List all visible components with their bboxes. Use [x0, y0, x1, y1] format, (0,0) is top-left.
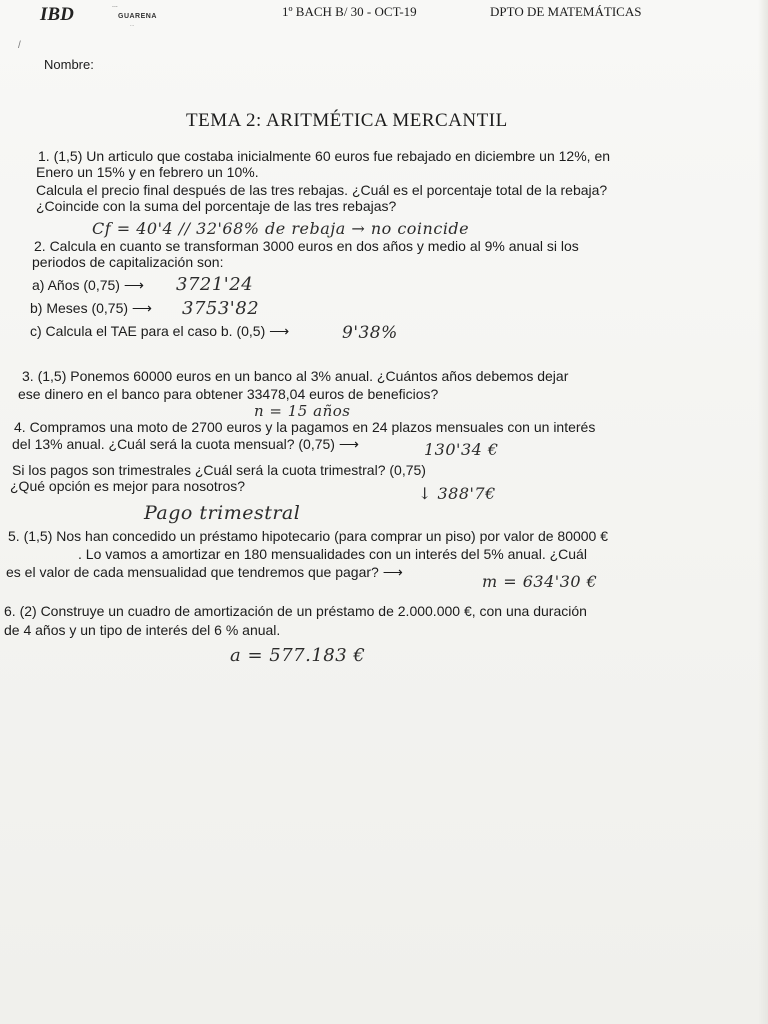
q2-line2: periodos de capitalización son:	[32, 254, 224, 270]
q2-c-answer: 9'38%	[342, 323, 398, 343]
q6-line2: de 4 años y un tipo de interés del 6 % anual.	[4, 622, 281, 638]
q1-handwritten-answer: Cf = 40'4 // 32'68% de rebaja → no coincide	[92, 219, 470, 238]
q2-c-label: c) Calcula el TAE para el caso b. (0,5) ⟶	[30, 323, 290, 339]
q3-line1: 3. (1,5) Ponemos 60000 euros en un banco al 3% anual. ¿Cuántos años debemos dejar	[22, 368, 569, 384]
q2-line1: 2. Calcula en cuanto se transforman 3000 euros en dos años y medio al 9% anual si los	[34, 238, 579, 254]
department-label: DPTO DE MATEMÁTICAS	[490, 4, 642, 19]
q5-line3: es el valor de cada mensualidad que tendremos que pagar? ⟶	[6, 564, 403, 580]
q1-line4: ¿Coincide con la suma del porcentaje de las tres rebajas?	[36, 198, 397, 214]
q4-line4: ¿Qué opción es mejor para nosotros?	[10, 478, 246, 494]
page-title: TEMA 2: ARITMÉTICA MERCANTIL	[186, 110, 508, 131]
school-name: GUARENA	[118, 13, 157, 20]
q4-line2: del 13% anual. ¿Cuál será la cuota mensual? (0,75) ⟶	[12, 436, 359, 452]
q3-handwritten-answer: n = 15 años	[254, 402, 351, 420]
q1-line2: Enero un 15% y en febrero un 10%.	[36, 164, 259, 180]
q4-monthly-answer: 130'34 €	[424, 440, 499, 459]
q4-best-option-answer: Pago trimestral	[144, 502, 301, 524]
q2-b-label: b) Meses (0,75) ⟶	[30, 300, 152, 316]
q4-quarterly-answer: ↓ 388'7€	[418, 484, 496, 503]
q5-line1: 5. (1,5) Nos han concedido un préstamo hipotecario (para comprar un piso) por valor de 80000 €	[8, 528, 609, 544]
q6-line1: 6. (2) Construye un cuadro de amortización de un préstamo de 2.000.000 €, con una duración	[4, 603, 587, 619]
q4-line3: Si los pagos son trimestrales ¿Cuál será la cuota trimestral? (0,75)	[12, 462, 426, 478]
school-logo-line3: ...	[130, 22, 135, 28]
q3-line2: ese dinero en el banco para obtener 33478,04 euros de beneficios?	[18, 386, 439, 402]
name-label: Nombre:	[44, 57, 94, 72]
school-logo-mark: IBD	[40, 4, 74, 25]
q1-line3: Calcula el precio final después de las tres rebajas. ¿Cuál es el porcentaje total de la rebaja?	[36, 182, 608, 198]
margin-mark: /	[18, 40, 21, 51]
q6-handwritten-answer: a = 577.183 €	[230, 645, 366, 666]
q2-a-answer: 3721'24	[176, 274, 254, 295]
paper-edge	[758, 0, 768, 1024]
school-logo-line1: ...	[112, 2, 118, 9]
q1-line1: 1. (1,5) Un articulo que costaba inicialmente 60 euros fue rebajado en diciembre un 12%, en	[38, 148, 611, 164]
q5-line2: . Lo vamos a amortizar en 180 mensualidades con un interés del 5% anual. ¿Cuál	[78, 546, 587, 562]
q2-a-label: a) Años (0,75) ⟶	[32, 277, 144, 293]
q2-b-answer: 3753'82	[182, 298, 260, 319]
q4-line1: 4. Compramos una moto de 2700 euros y la pagamos en 24 plazos mensuales con un interés	[14, 419, 596, 435]
class-date: 1º BACH B/ 30 - OCT-19	[282, 4, 417, 19]
q5-handwritten-answer: m = 634'30 €	[482, 572, 598, 591]
school-logo	[40, 2, 190, 32]
